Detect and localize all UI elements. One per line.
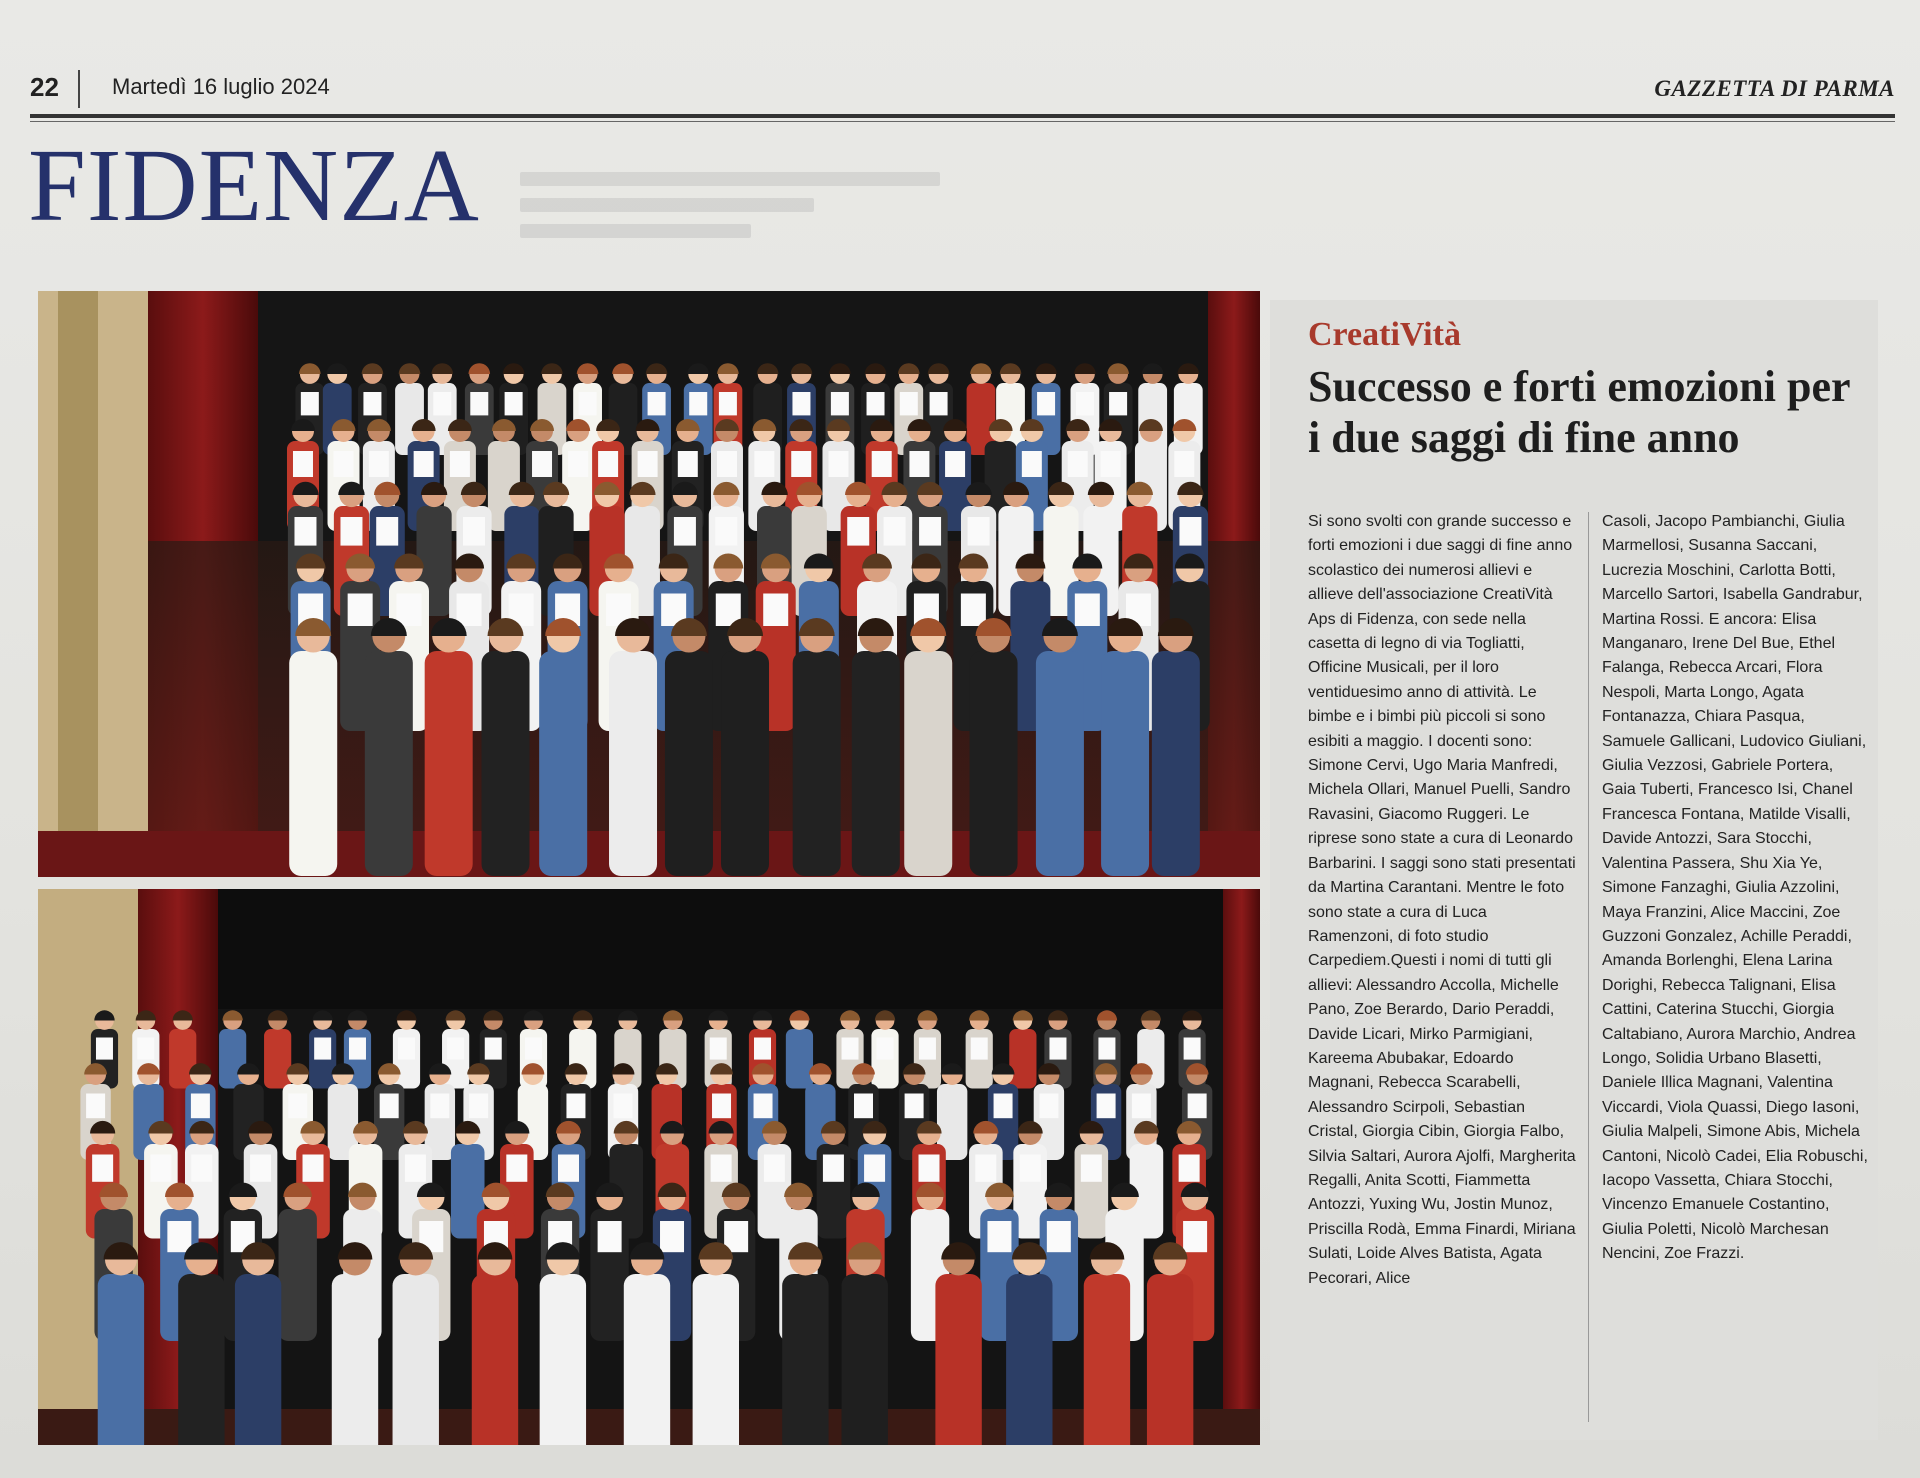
recital-one-person	[609, 618, 657, 876]
recital-one-person	[425, 618, 473, 876]
recital-one-person	[1036, 618, 1084, 876]
group-photo-second-recital	[38, 889, 1260, 1445]
header-rule-thin	[30, 121, 1895, 122]
recital-one-person	[482, 618, 530, 876]
recital-one-person	[365, 618, 413, 876]
bleed-through-text	[520, 160, 940, 270]
recital-one-person	[970, 618, 1018, 876]
article-body-column-2: Casoli, Jacopo Pambianchi, Giulia Marmellosi, Susanna Saccani, Lucrezia Moschini, Carlotta Botti, Marcello Sartori, Isabella Gandrabur, Martina Rossi. E ancora: Elisa Manganaro, Irene Del Bue, Ethel Falanga, Rebecca Arcari, Flora Nespoli, Marta Longo, Agata Fontanazza, Chiara Pasqua, Samuele Gallicani, Ludovico Giuliani, Giulia Vezzosi, Gabriele Portera, Gaia Tuberti, Francesco Isi, Chanel Francesca Fontana, Matilde Visalli, Davide Antozzi, Sara Stocchi, Valentina Passera, Shu Xia Ye, Simone Fanzaghi, Giulia Azzolini, Maya Franzini, Alice Maccini, Zoe Guzzoni Gonzalez, Achille Peraddi, Amanda Borlenghi, Elena Larina Dorighi, Rebecca Talignani, Elisa Cattini, Caterina Stucchi, Giorgia Caltabiano, Aurora Marchio, Andrea Longo, Solidia Urbano Blasetti, Daniele Illica Magnani, Valentina Viccardi, Viola Quassi, Diego Iasoni, Giulia Malpeli, Simone Abis, Michela Cantoni, Nicolò Cadei, Elia Robuschi, Iacopo Vassetta, Chiara Stocchi, Vincenzo Emanuele Costantino, Giulia Poletti, Nicolò Marchesan Nencini, Zoe Frazzi.	[1602, 513, 1868, 1263]
recital-one-person	[904, 618, 952, 876]
page-number: 22	[30, 72, 59, 102]
recital-one-person	[1101, 618, 1149, 876]
recital-one-person	[1152, 618, 1200, 876]
recital-one-person	[539, 618, 587, 876]
masthead: GAZZETTA DI PARMA	[1654, 76, 1895, 101]
group-photo-first-recital	[38, 291, 1260, 877]
page-header	[30, 70, 1895, 116]
article-headline: Successo e forti emozioni per i due saggi di fine anno	[1308, 362, 1850, 462]
recital-one-person	[289, 618, 337, 876]
recital-one-person	[665, 618, 713, 876]
header-separator	[78, 70, 80, 108]
recital-one-person	[852, 618, 900, 876]
article-box	[1270, 300, 1878, 1440]
recital-one-person	[793, 618, 841, 876]
section-title: FIDENZA	[28, 128, 480, 243]
column-divider	[1588, 512, 1589, 1422]
issue-date: Martedì 16 luglio 2024	[112, 74, 330, 99]
recital-one-person	[721, 618, 769, 876]
header-rule	[30, 114, 1895, 118]
article-body-column-1: Si sono svolti con grande successo e forti emozioni i due saggi di fine anno scolastico dei numerosi allievi e allieve dell'associazione CreatiVità Aps di Fidenza, con sede nella casetta di legno di via Togliatti, Officine Musicali, per il loro ventiduesimo anno di attività. Le bimbe e i bimbi più piccoli si sono esibiti a maggio. I docenti sono: Simone Cervi, Ugo Maria Manfredi, Michela Ollari, Manuel Puelli, Sandro Ravasini, Giacomo Ruggeri. Le riprese sono state a cura di Leonardo Barbarini. I saggi sono stati presentati da Martina Carantani. Mentre le foto sono state a cura di Luca Ramenzoni, di foto studio Carpediem.Questi i nomi di tutti gli allievi: Alessandro Accolla, Michelle Pano, Zoe Berardo, Dario Peraddi, Davide Licari, Mirko Parmigiani, Kareema Abubakar, Edoardo Magnani, Rebecca Scarabelli, Alessandro Scirpoli, Sebastian Cristal, Giorgia Cibin, Giorgia Falbo, Silvia Saltari, Aurora Ajolfi, Margherita Regalli, Anita Scotti, Fiammetta Antozzi, Yuxing Wu, Jostin Munoz, Priscilla Rodà, Emma Finardi, Miriana Sulati, Loide Alves Batista, Agata Pecorari, Alice	[1308, 513, 1576, 1287]
article-kicker: CreatiVità	[1308, 316, 1461, 353]
